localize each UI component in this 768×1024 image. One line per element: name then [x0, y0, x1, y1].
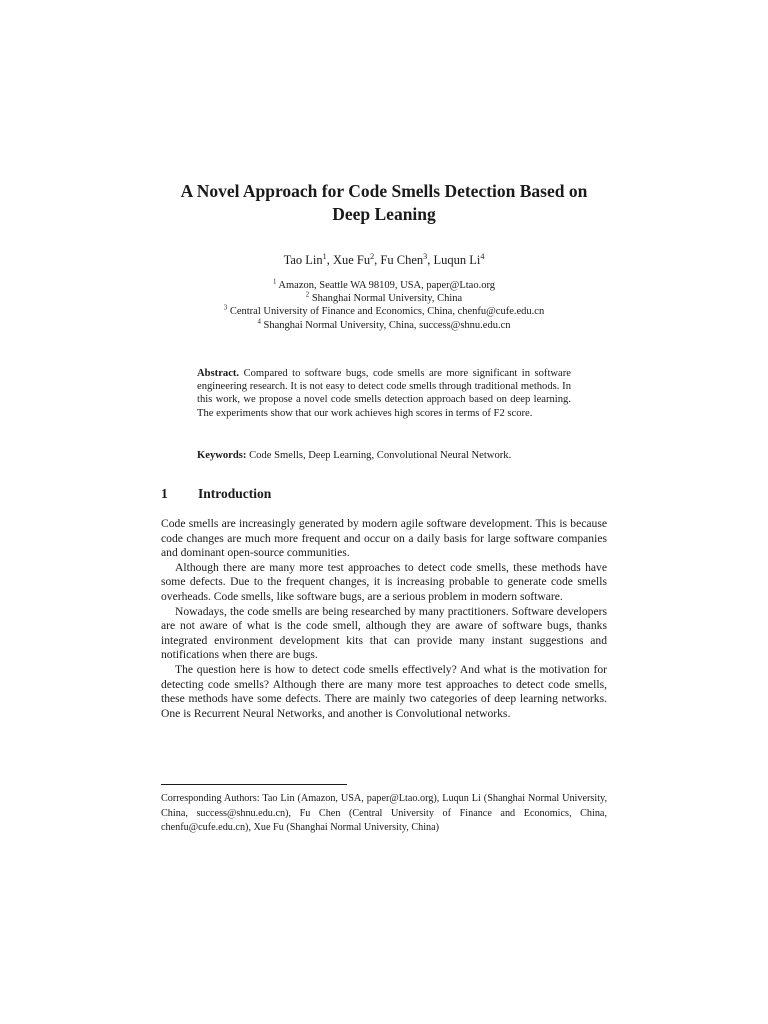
section-heading	[161, 486, 271, 502]
affiliation-text: Central University of Finance and Economics, China, chenfu@cufe.edu.cn	[229, 306, 545, 318]
author-affil-mark: 2	[370, 251, 375, 261]
keywords-label: Keywords:	[197, 450, 247, 461]
affiliation-mark: 1	[272, 278, 277, 286]
abstract-text: Compared to software bugs, code smells are more significant in software engineering research. It is not easy to detect code smells through traditional methods. In this work, we propose a novel code smells detection approach based on deep learning. The experiments show that our work achieves high scores in terms of F2 score.	[197, 368, 571, 419]
affiliation-mark: 4	[257, 318, 261, 326]
affiliation	[120, 305, 648, 318]
affiliation-mark: 3	[223, 304, 228, 312]
affiliation	[120, 319, 648, 332]
section-number: 1	[161, 486, 168, 501]
abstract	[197, 367, 571, 420]
author-list: Tao Lin$^1$, Xue Fu$^2$, Fu Chen$^3$, Luqun Li$^4$	[283, 251, 485, 267]
paragraph: Nowadays, the code smells are being researched by many practitioners. Software developers are not aware of what is the code smell, although they are aware of software bugs, thanks integrated environment development kits that can provide many instant suggestions and notifications when there are bugs.	[161, 604, 607, 662]
author-name: Luqun Li	[433, 253, 481, 267]
paragraph: The question here is how to detect code smells effectively? And what is the motivation for detecting code smells? Although there are many more test approaches to detect code smells, these methods have some defects. There are mainly two categories of deep learning networks. One is Recurrent Neural Networks, and another is Convolutional networks.	[161, 662, 607, 720]
author-name: Fu Chen	[380, 253, 424, 267]
author-affil-mark: 4	[480, 251, 485, 261]
title-line-2: Deep Leaning	[332, 204, 436, 224]
keywords	[197, 449, 571, 462]
abstract-label: Abstract.	[197, 368, 240, 379]
paragraph: Code smells are increasingly generated by modern agile software development. This is because code changes are much more frequent and occur on a daily basis for large software companies and dominant open-source communities.	[161, 517, 607, 560]
paper-title	[120, 180, 648, 226]
author-name: Tao Lin	[283, 253, 323, 267]
footnote-divider	[161, 784, 347, 785]
affiliation-list	[120, 279, 648, 332]
keywords-text: Code Smells, Deep Learning, Convolutional Neural Network.	[249, 450, 512, 461]
affiliation	[120, 292, 648, 305]
body-text	[161, 517, 607, 721]
title-line-1: A Novel Approach for Code Smells Detection Based on	[180, 181, 588, 201]
author-name: Xue Fu	[332, 253, 371, 267]
paragraph: Although there are many more test approaches to detect code smells, these methods have some defects. Due to the frequent changes, it is increasing probable to generate code smells overheads. Code smells, like software bugs, are a serious problem in modern software.	[161, 560, 607, 603]
author-affil-mark: 3	[423, 251, 428, 261]
affiliation-text: Shanghai Normal University, China	[311, 293, 463, 305]
affiliation-text: Shanghai Normal University, China, success@shnu.edu.cn	[263, 319, 511, 331]
affiliation-text: Amazon, Seattle WA 98109, USA, paper@Ltao.org	[278, 280, 496, 291]
author-affil-mark: 1	[322, 251, 327, 261]
affiliation	[120, 279, 648, 292]
footnote: Corresponding Authors: Tao Lin (Amazon, USA, paper@Ltao.org), Luqun Li (Shanghai Normal University, China, success@shnu.edu.cn), Fu Chen (Central University of Finance and Economics, China, chenfu@cufe.edu.cn), Xue Fu (Shanghai Normal University, China)	[161, 793, 607, 833]
affiliation-mark: 2	[305, 291, 310, 299]
section-title: Introduction	[198, 486, 272, 501]
